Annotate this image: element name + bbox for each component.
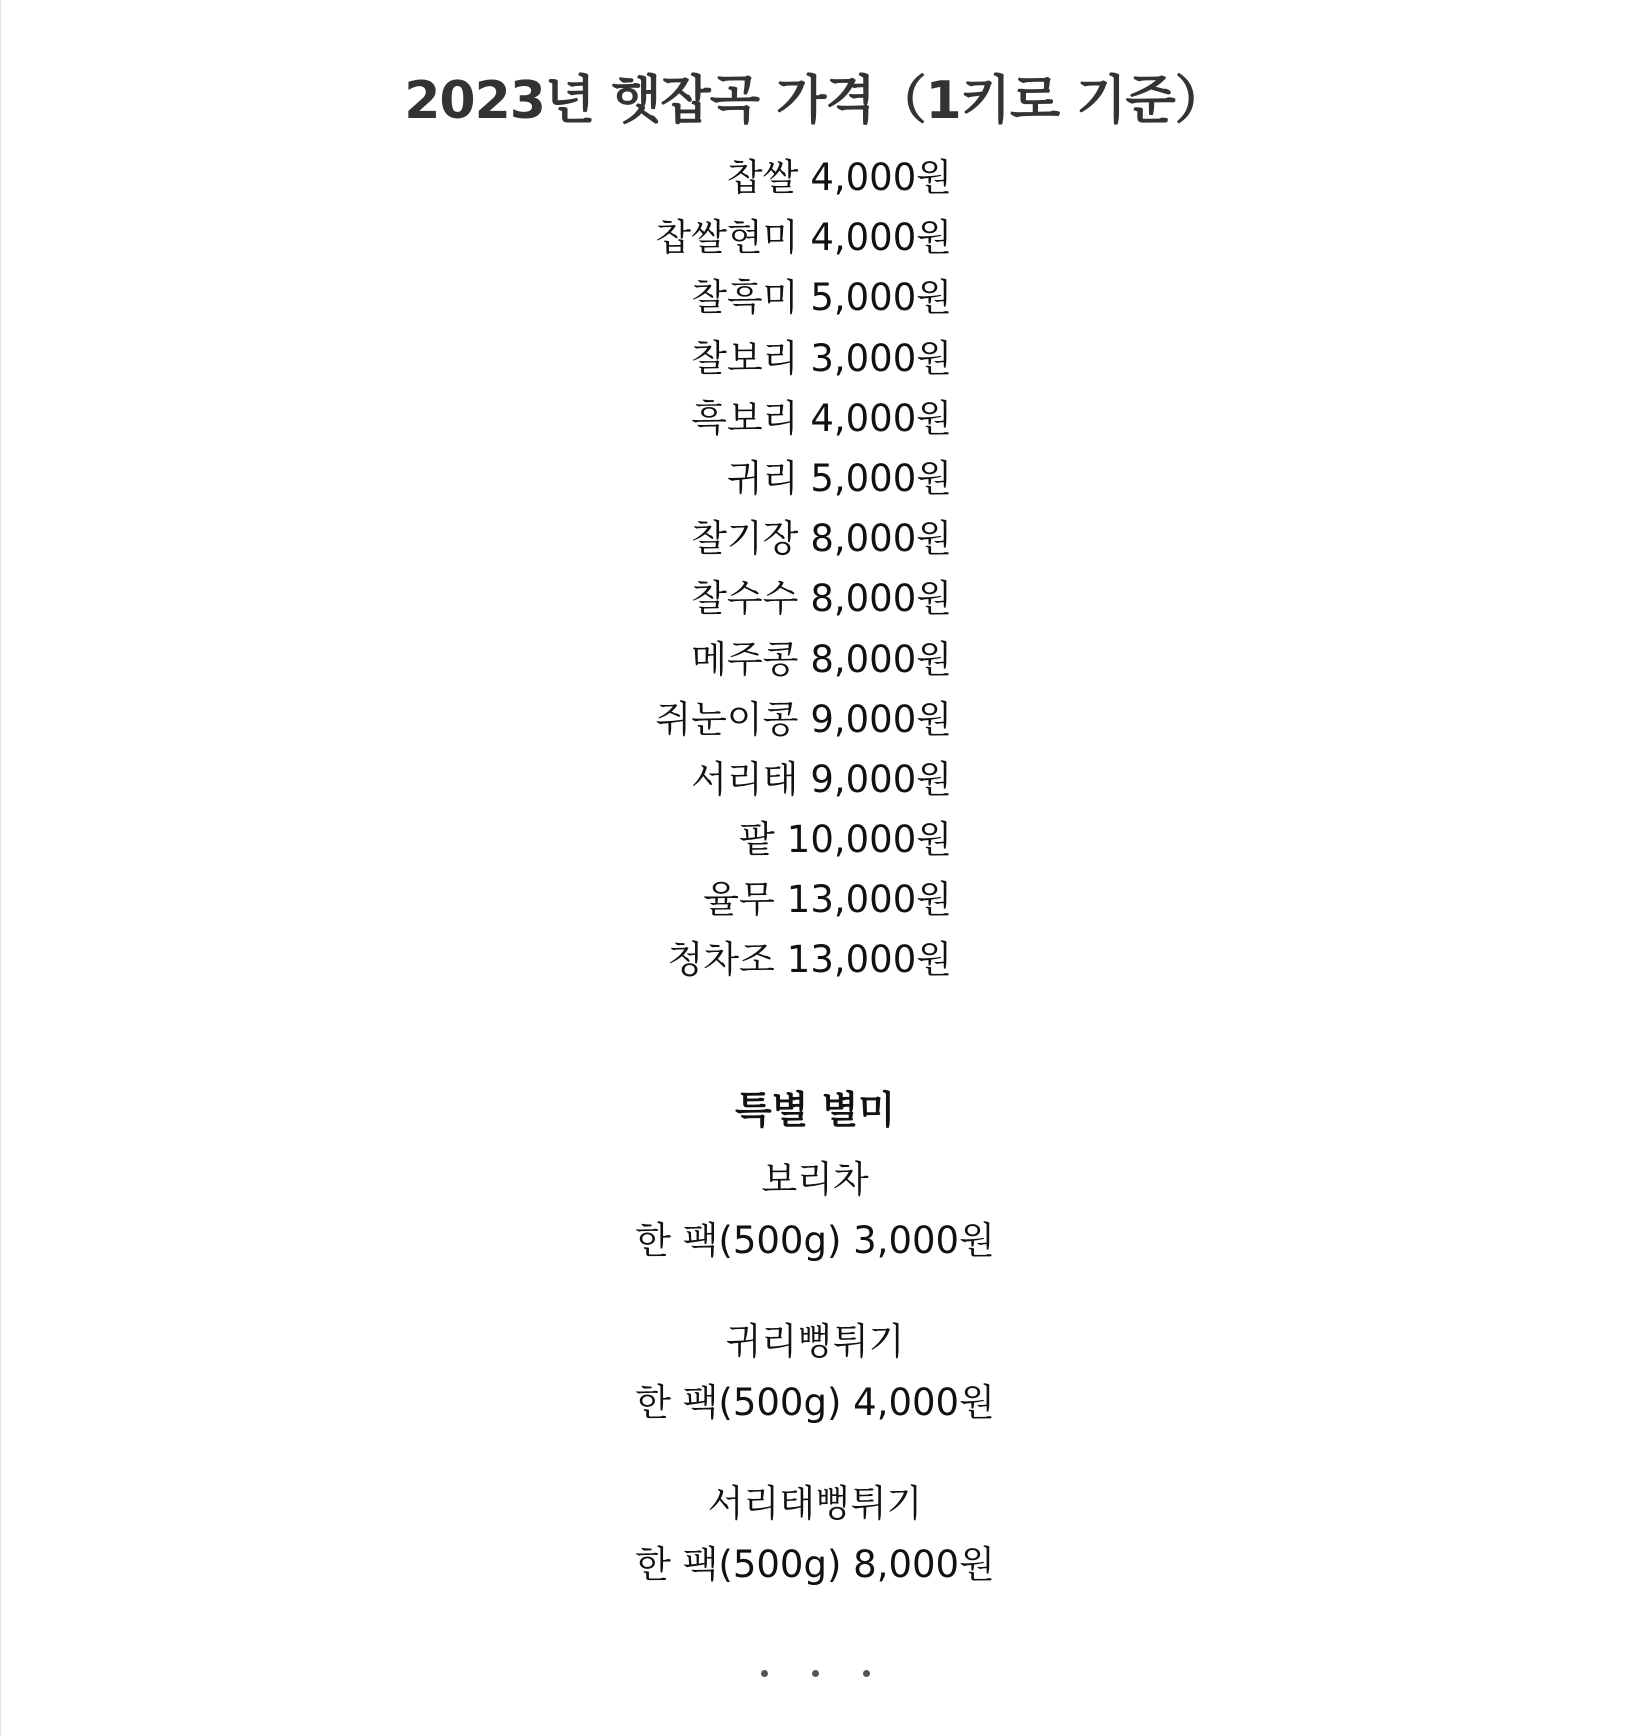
special-item-name: 보리차 <box>761 1158 869 1201</box>
grain-name: 메주콩 <box>691 637 799 681</box>
special-item-name: 서리태뻥튀기 <box>707 1482 923 1525</box>
list-item <box>500 750 952 810</box>
grain-name: 찰보리 <box>691 336 799 380</box>
grain-price: 9,000원 <box>810 697 952 741</box>
list-item <box>500 870 952 930</box>
special-item-price: 한 팩(500g) 4,000원 <box>635 1381 995 1424</box>
list-item <box>500 449 952 509</box>
grain-price: 4,000원 <box>810 216 952 260</box>
grain-price: 13,000원 <box>786 938 952 982</box>
list-item <box>500 930 952 990</box>
grain-price: 10,000원 <box>786 818 952 862</box>
list-item <box>500 810 952 870</box>
grain-name: 흑보리 <box>691 396 799 440</box>
special-item-name: 귀리뻥튀기 <box>725 1320 905 1363</box>
divider-dot <box>863 1670 870 1677</box>
list-item <box>500 208 952 268</box>
grain-price: 3,000원 <box>810 336 952 380</box>
special-item <box>0 1312 1630 1434</box>
grain-price: 5,000원 <box>810 276 952 320</box>
list-item <box>500 569 952 629</box>
grain-name: 쥐눈이콩 <box>655 697 799 741</box>
grain-price-list <box>500 148 952 991</box>
special-item <box>0 1150 1630 1272</box>
grain-name: 청차조 <box>667 938 775 982</box>
grain-price: 4,000원 <box>810 156 952 199</box>
grain-name: 찰수수 <box>691 577 799 621</box>
grain-name: 귀리 <box>726 456 799 500</box>
divider-dot <box>761 1670 768 1677</box>
grain-price: 13,000원 <box>786 878 952 922</box>
grain-price: 4,000원 <box>810 396 952 440</box>
grain-name: 찹쌀 <box>726 156 799 199</box>
section-divider <box>0 1670 1630 1677</box>
list-item <box>500 148 952 208</box>
grain-name: 찰흑미 <box>691 276 799 320</box>
page-title: 2023년 햇잡곡 가격（1키로 기준） <box>404 70 1226 131</box>
list-item <box>500 630 952 690</box>
list-item <box>500 268 952 328</box>
grain-price: 5,000원 <box>810 456 952 500</box>
grain-name: 팥 <box>739 818 775 862</box>
grain-price: 8,000원 <box>810 517 952 561</box>
special-section-heading: 특별 별미 <box>734 1087 896 1132</box>
grain-name: 율무 <box>703 878 775 922</box>
list-item <box>500 690 952 750</box>
divider-dot <box>812 1670 819 1677</box>
grain-name: 찹쌀현미 <box>655 216 799 260</box>
special-item <box>0 1474 1630 1596</box>
grain-price: 8,000원 <box>810 577 952 621</box>
grain-name: 서리태 <box>691 757 799 801</box>
grain-price: 9,000원 <box>810 757 952 801</box>
special-item-price: 한 팩(500g) 3,000원 <box>635 1219 995 1262</box>
grain-name: 찰기장 <box>691 517 799 561</box>
list-item <box>500 509 952 569</box>
grain-price: 8,000원 <box>810 637 952 681</box>
list-item <box>500 389 952 449</box>
list-item <box>500 329 952 389</box>
special-item-price: 한 팩(500g) 8,000원 <box>635 1543 995 1586</box>
